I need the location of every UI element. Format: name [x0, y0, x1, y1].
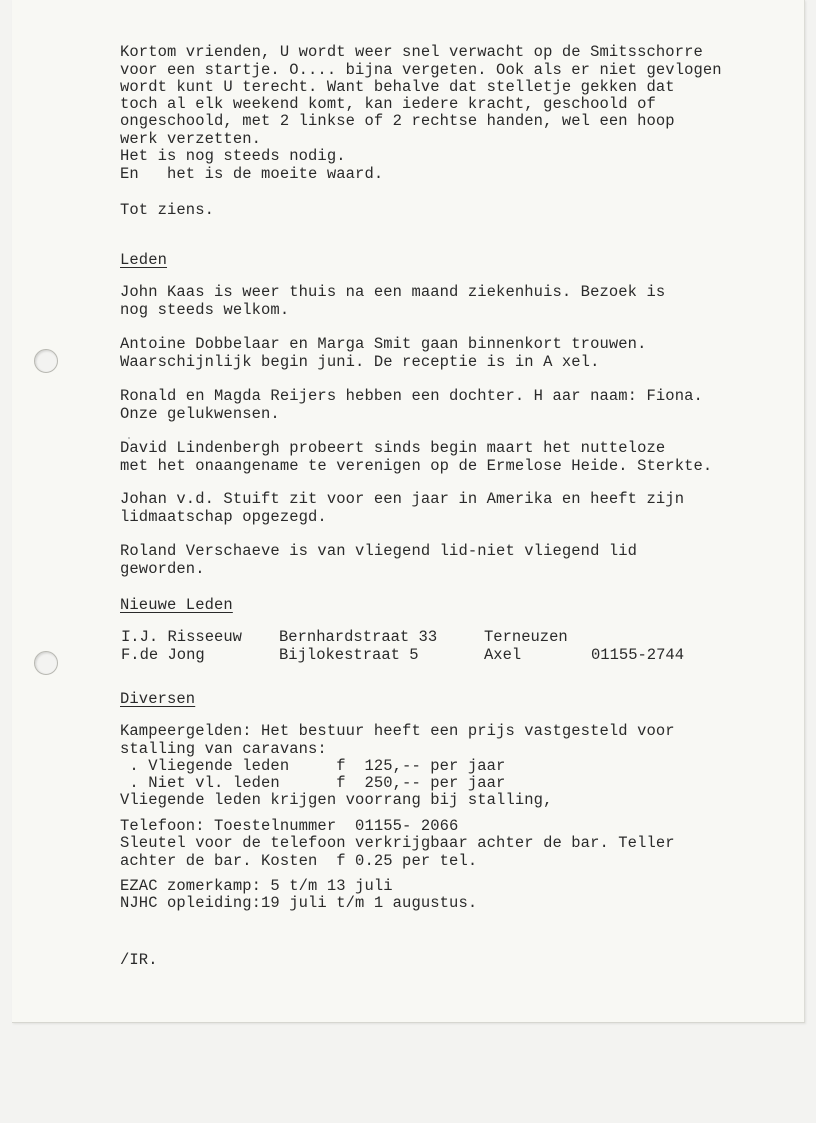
kampeer-line: . Vliegende leden f 125,-- per jaar: [120, 757, 506, 775]
leden-paragraph-line: Ronald en Magda Reijers hebben een dochter. H aar naam: Fiona.: [120, 387, 703, 405]
punch-hole: [34, 651, 58, 675]
kampeer-line: Vliegende leden krijgen voorrang bij stalling,: [120, 791, 553, 809]
member-phone: 01155-2744: [591, 646, 685, 664]
telefoon-line: Telefoon: Toestelnummer 01155- 2066: [120, 817, 459, 835]
intro-line: werk verzetten.: [120, 130, 262, 148]
leden-paragraph-line: David Lindenbergh probeert sinds begin maart het nutteloze: [120, 439, 666, 457]
kampeer-line: Kampeergelden: Het bestuur heeft een prijs vastgesteld voor: [120, 722, 675, 740]
member-street: Bijlokestraat 5: [279, 646, 419, 664]
member-name: F.de Jong: [121, 646, 205, 664]
intro-line: Kortom vrienden, U wordt weer snel verwacht op de Smitsschorre: [120, 43, 703, 61]
leden-paragraph-line: Johan v.d. Stuift zit voor een jaar in Amerika en heeft zijn: [120, 490, 685, 508]
intro-line: voor een startje. O.... bijna vergeten. Ook als er niet gevlogen: [120, 61, 722, 79]
section-heading-leden: Leden: [120, 251, 168, 269]
event-line: NJHC opleiding:19 juli t/m 1 augustus.: [120, 894, 478, 912]
leden-paragraph-line: Roland Verschaeve is van vliegend lid-niet vliegend lid: [120, 542, 638, 560]
leden-paragraph-line: met het onaangename te verenigen op de Ermelose Heide. Sterkte.: [120, 457, 713, 475]
leden-paragraph-line: lidmaatschap opgezegd.: [120, 508, 327, 526]
punch-hole: [34, 349, 58, 373]
telefoon-line: achter de bar. Kosten f 0.25 per tel.: [120, 852, 478, 870]
member-city: Terneuzen: [484, 628, 568, 646]
leden-paragraph-line: Waarschijnlijk begin juni. De receptie is in A xel.: [120, 353, 600, 371]
intro-line: Het is nog steeds nodig.: [120, 147, 346, 165]
member-name: I.J. Risseeuw: [121, 628, 242, 646]
signature-initials: /IR.: [120, 951, 158, 969]
section-heading-diversen: Diversen: [120, 690, 196, 708]
member-street: Bernhardstraat 33: [279, 628, 438, 646]
leden-paragraph-line: Antoine Dobbelaar en Marga Smit gaan binnenkort trouwen.: [120, 335, 647, 353]
event-line: EZAC zomerkamp: 5 t/m 13 juli: [120, 877, 393, 895]
intro-line: toch al elk weekend komt, kan iedere kracht, geschoold of: [120, 95, 656, 113]
leden-paragraph-line: geworden.: [120, 560, 205, 578]
telefoon-line: Sleutel voor de telefoon verkrijgbaar achter de bar. Teller: [120, 834, 675, 852]
kampeer-line: . Niet vl. leden f 250,-- per jaar: [120, 774, 506, 792]
intro-line: En het is de moeite waard.: [120, 165, 384, 183]
section-heading-nieuwe-leden: Nieuwe Leden: [120, 596, 233, 614]
kampeer-line: stalling van caravans:: [120, 740, 327, 758]
intro-line: wordt kunt U terecht. Want behalve dat stelletje gekken dat: [120, 78, 675, 96]
closing-greeting: Tot ziens.: [120, 201, 215, 219]
intro-line: ongeschoold, met 2 linkse of 2 rechtse handen, wel een hoop: [120, 112, 675, 130]
leden-paragraph-line: John Kaas is weer thuis na een maand ziekenhuis. Bezoek is: [120, 283, 666, 301]
member-city: Axel: [484, 646, 522, 664]
leden-paragraph-line: nog steeds welkom.: [120, 301, 290, 319]
leden-paragraph-line: Onze gelukwensen.: [120, 405, 280, 423]
